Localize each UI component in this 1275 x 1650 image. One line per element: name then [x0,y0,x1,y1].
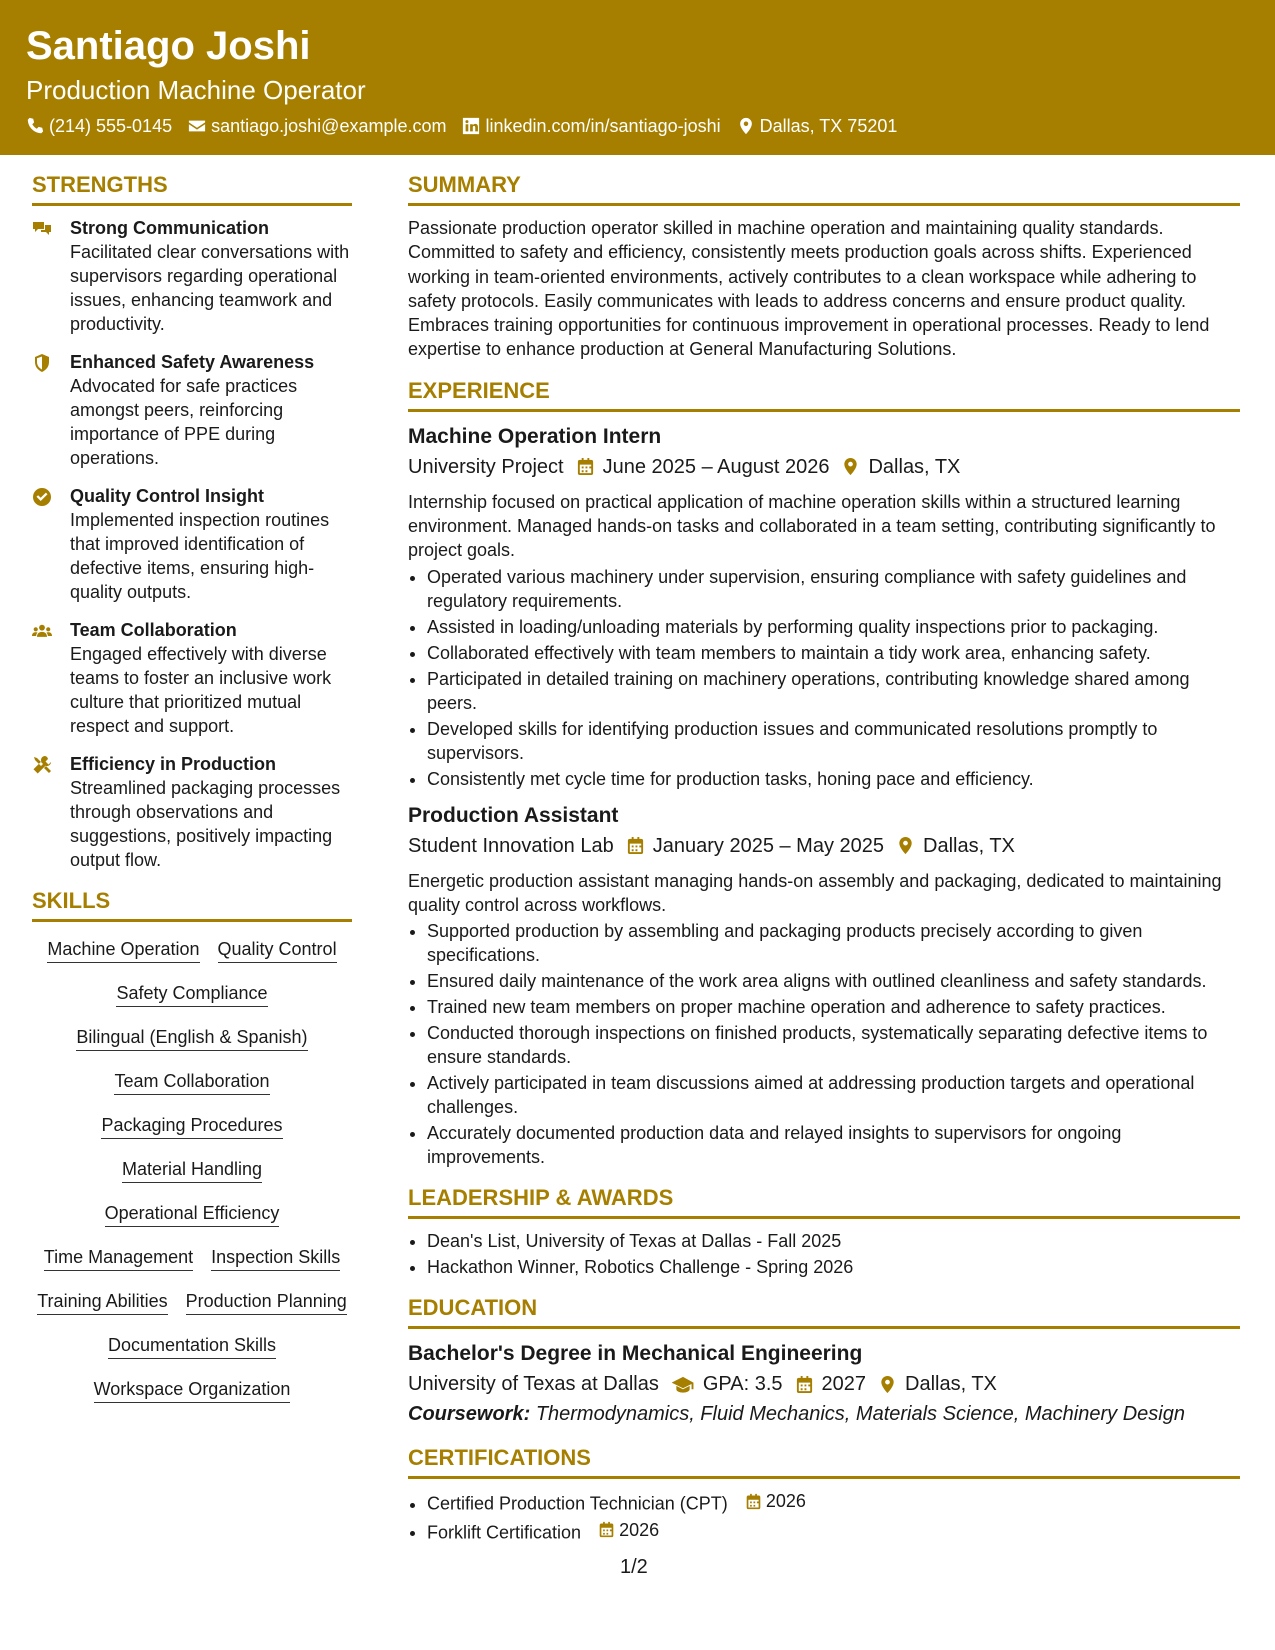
linkedin-text: linkedin.com/in/santiago-joshi [485,116,721,136]
grad-year: 2027 [821,1373,867,1396]
skill-tag: Training Abilities [37,1290,167,1315]
strength-desc: Streamlined packaging processes through observations and suggestions, positively impacting output flow. [70,778,341,870]
strength-title: Team Collaboration [70,620,237,640]
strength-item [32,752,352,872]
certification-item [427,1489,1240,1516]
job-bullet: • Assisted in loading/unloading materials by performing quality inspections prior to packaging. [427,615,1240,639]
certification-item [427,1518,1240,1545]
job-entry [408,801,1240,1170]
tools-icon [32,755,52,775]
calendar-icon [795,1375,814,1394]
strength-title: Enhanced Safety Awareness [70,352,315,372]
candidate-name: Santiago Joshi [26,24,311,68]
strength-desc: Engaged effectively with diverse teams to foster an inclusive work culture that prioritized mutual respect and support. [70,644,332,736]
skill-tag: Documentation Skills [108,1334,276,1359]
right-column [408,170,1240,1546]
job-bullets [408,565,1240,791]
strength-item [32,484,352,604]
skill-tag: Quality Control [218,938,337,963]
strength-desc: Implemented inspection routines that improved identification of defective items, ensuring high-quality outputs. [70,510,330,602]
job-meta [408,452,1240,482]
job-bullet: • Consistently met cycle time for production tasks, honing pace and efficiency. [427,767,1240,791]
job-role: Production Assistant [408,803,619,827]
certification-name: Forklift Certification [427,1522,582,1543]
job-bullet: • Developed skills for identifying production issues and communicated resolutions promptly to supervisors. [427,717,1240,765]
calendar-icon [626,836,645,855]
education-heading: EDUCATION [408,1293,1240,1329]
skills-heading: SKILLS [32,886,352,922]
skill-tag: Safety Compliance [116,982,267,1007]
certification-year: 2026 [765,1491,806,1512]
page-number: 1/2 [620,1556,648,1578]
contact-bar [26,114,897,138]
job-dates: June 2025 – August 2026 [602,455,830,478]
skill-tag: Workspace Organization [94,1378,291,1403]
job-org: University Project [408,455,564,478]
coursework-label: Coursework: [408,1403,531,1426]
calendar-icon [576,457,595,476]
school-location: Dallas, TX [905,1373,997,1396]
summary-heading: SUMMARY [408,170,1240,206]
graduation-cap-icon [671,1375,695,1394]
strengths-heading: STRENGTHS [32,170,352,206]
leadership-heading: LEADERSHIP & AWARDS [408,1183,1240,1219]
contact-location [737,114,898,138]
job-dates: January 2025 – May 2025 [652,834,885,857]
education-meta [408,1369,1240,1399]
map-pin-icon [878,1375,897,1394]
leadership-list [408,1229,1240,1279]
strength-title: Strong Communication [70,218,269,238]
summary-text: Passionate production operator skilled in machine operation and maintaining quality standards. Committed to safety and efficiency, consistently meets production goals across shifts. Experienced working in team-oriented environments, actively contributes to a clean workspace while adhering to safety protocols. Easily communicates with leads to address concerns and ensure product quality. Embraces training opportunities for continuous improvement in operational processes. Ready to lend expertise to enhance production at General Manufacturing Solutions. [408,218,1210,360]
strength-item [32,216,352,336]
strength-desc: Advocated for safe practices amongst peers, reinforcing importance of PPE during operations. [70,376,298,468]
degree-title: Bachelor's Degree in Mechanical Engineering [408,1342,863,1366]
location-text: Dallas, TX 75201 [759,116,898,136]
shield-icon [32,353,52,373]
map-pin-icon [841,457,860,476]
skill-tag: Production Planning [186,1290,347,1315]
award-item: • Hackathon Winner, Robotics Challenge - Spring 2026 [427,1255,1240,1279]
job-role: Machine Operation Intern [408,424,662,448]
contact-phone[interactable] [26,114,172,138]
calendar-icon [745,1493,762,1510]
job-bullets [408,919,1240,1169]
gpa: GPA: 3.5 [702,1373,783,1396]
contact-email[interactable] [188,114,446,138]
map-pin-icon [896,836,915,855]
left-column [32,170,352,1403]
strength-title: Quality Control Insight [70,486,264,506]
strength-item [32,350,352,470]
skill-tag: Packaging Procedures [101,1114,282,1139]
map-pin-icon [737,117,755,135]
job-bullet: • Participated in detailed training on machinery operations, contributing knowledge shared among peers. [427,667,1240,715]
skills-list [32,932,352,1403]
job-bullet: • Accurately documented production data and relayed insights to supervisors for ongoing improvements. [427,1121,1240,1169]
skill-tag: Operational Efficiency [105,1202,280,1227]
strength-desc: Facilitated clear conversations with supervisors regarding operational issues, enhancing teamwork and productivity. [70,242,350,334]
users-icon [32,621,52,641]
job-meta [408,831,1240,861]
certification-year: 2026 [619,1519,660,1540]
school-name: University of Texas at Dallas [408,1373,659,1396]
skill-tag: Team Collaboration [114,1070,269,1095]
job-bullet: • Trained new team members on proper machine operation and adherence to safety practices. [427,995,1240,1019]
email-text: santiago.joshi@example.com [211,116,447,136]
coursework-list: Thermodynamics, Fluid Mechanics, Materials Science, Machinery Design [535,1403,1185,1426]
certifications-heading: CERTIFICATIONS [408,1443,1240,1479]
skill-tag: Bilingual (English & Spanish) [76,1026,307,1051]
strength-item [32,618,352,738]
certification-name: Certified Production Technician (CPT) [427,1493,728,1514]
job-bullet: • Ensured daily maintenance of the work area aligns with outlined cleanliness and safety standards. [427,969,1240,993]
skill-tag: Time Management [44,1246,193,1271]
calendar-icon [598,1521,615,1538]
skill-tag: Machine Operation [47,938,199,963]
job-bullet: • Conducted thorough inspections on finished products, systematically separating defective items to ensure standards. [427,1021,1240,1069]
contact-linkedin[interactable] [462,114,720,138]
comments-icon [32,219,52,239]
job-bullet: • Supported production by assembling and packaging products precisely according to given specifications. [427,919,1240,967]
phone-icon [26,117,44,135]
envelope-icon [188,117,206,135]
skill-tag: Material Handling [122,1158,262,1183]
job-org: Student Innovation Lab [408,834,614,857]
skill-tag: Inspection Skills [211,1246,340,1271]
certifications-list [408,1489,1240,1544]
job-title: Production Machine Operator [26,75,366,105]
job-bullet: • Operated various machinery under supervision, ensuring compliance with safety guidelines and regulatory requirements. [427,565,1240,613]
job-entry [408,422,1240,791]
check-circle-icon [32,487,52,507]
phone-text: (214) 555-0145 [49,116,173,136]
experience-heading: EXPERIENCE [408,376,1240,412]
strength-title: Efficiency in Production [70,754,277,774]
job-bullet: • Actively participated in team discussions aimed at addressing production targets and operational challenges. [427,1071,1240,1119]
award-item: • Dean's List, University of Texas at Dallas - Fall 2025 [427,1229,1240,1253]
job-location: Dallas, TX [868,455,961,478]
job-location: Dallas, TX [923,834,1015,857]
coursework [408,1399,1240,1429]
resume-header [0,0,1275,155]
linkedin-icon [462,117,480,135]
job-description: Internship focused on practical application of machine operation skills within a structured learning environment. Managed hands-on tasks and collaborated in a team setting, contributing significantly to project goals. [408,491,1216,561]
job-bullet: • Collaborated effectively with team members to maintain a tidy work area, enhancing safety. [427,641,1240,665]
job-description: Energetic production assistant managing hands-on assembly and packaging, dedicated to maintaining quality control across workflows. [408,870,1222,915]
